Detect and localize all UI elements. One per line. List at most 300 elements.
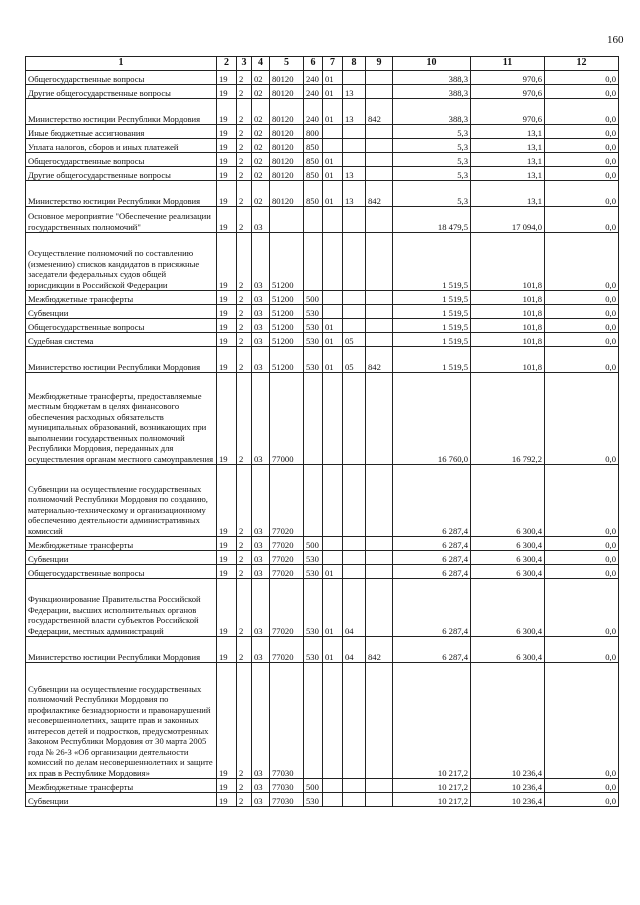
row-cell-col-7 xyxy=(323,139,343,153)
row-cell-col-4: 03 xyxy=(252,637,270,663)
row-cell-col-9 xyxy=(366,71,393,85)
row-cell-col-12: 0,0 xyxy=(545,139,619,153)
row-cell-col-12: 0,0 xyxy=(545,85,619,99)
row-cell-col-3: 2 xyxy=(237,139,252,153)
row-cell-col-2: 19 xyxy=(217,347,237,373)
table-row xyxy=(26,565,619,579)
row-cell-col-4: 02 xyxy=(252,71,270,85)
row-cell-col-6: 530 xyxy=(304,565,323,579)
row-cell-col-6: 240 xyxy=(304,99,323,125)
row-cell-col-5: 51200 xyxy=(270,333,304,347)
table-row xyxy=(26,125,619,139)
row-cell-col-9 xyxy=(366,779,393,793)
row-cell-col-9 xyxy=(366,167,393,181)
row-cell-col-10: 6 287,4 xyxy=(393,565,471,579)
table-row xyxy=(26,181,619,207)
table-row xyxy=(26,793,619,807)
row-cell-col-4: 03 xyxy=(252,373,270,465)
row-cell-col-3: 2 xyxy=(237,181,252,207)
row-cell-col-10: 5,3 xyxy=(393,167,471,181)
row-cell-col-11: 6 300,4 xyxy=(471,565,545,579)
row-cell-col-12: 0,0 xyxy=(545,233,619,291)
row-cell-col-3: 2 xyxy=(237,305,252,319)
row-cell-col-6 xyxy=(304,663,323,779)
row-cell-col-2: 19 xyxy=(217,565,237,579)
column-header-10: 10 xyxy=(393,57,471,71)
row-cell-col-3: 2 xyxy=(237,207,252,233)
row-cell-col-11: 6 300,4 xyxy=(471,637,545,663)
row-cell-col-12: 0,0 xyxy=(545,125,619,139)
column-header-11: 11 xyxy=(471,57,545,71)
row-cell-col-5: 77020 xyxy=(270,465,304,537)
row-cell-col-12: 0,0 xyxy=(545,565,619,579)
row-cell-col-8 xyxy=(343,537,366,551)
table-row xyxy=(26,305,619,319)
row-cell-col-3: 2 xyxy=(237,233,252,291)
row-cell-col-9 xyxy=(366,85,393,99)
row-cell-col-5: 80120 xyxy=(270,139,304,153)
row-cell-col-10: 18 479,5 xyxy=(393,207,471,233)
row-name-cell: Межбюджетные трансферты xyxy=(26,779,217,793)
row-cell-col-6: 240 xyxy=(304,71,323,85)
row-cell-col-2: 19 xyxy=(217,373,237,465)
row-cell-col-11: 10 236,4 xyxy=(471,663,545,779)
row-cell-col-12: 0,0 xyxy=(545,153,619,167)
row-cell-col-8 xyxy=(343,319,366,333)
row-name-cell: Межбюджетные трансферты xyxy=(26,291,217,305)
row-cell-col-8: 04 xyxy=(343,637,366,663)
row-cell-col-9 xyxy=(366,793,393,807)
row-cell-col-4: 03 xyxy=(252,663,270,779)
row-cell-col-10: 6 287,4 xyxy=(393,637,471,663)
row-cell-col-2: 19 xyxy=(217,291,237,305)
row-cell-col-12: 0,0 xyxy=(545,373,619,465)
table-row xyxy=(26,373,619,465)
row-cell-col-11: 101,8 xyxy=(471,305,545,319)
row-name-cell: Субвенции xyxy=(26,551,217,565)
row-cell-col-7 xyxy=(323,551,343,565)
row-cell-col-11: 13,1 xyxy=(471,139,545,153)
table-row xyxy=(26,663,619,779)
row-cell-col-7: 01 xyxy=(323,85,343,99)
row-cell-col-7: 01 xyxy=(323,99,343,125)
row-name-cell: Межбюджетные трансферты xyxy=(26,537,217,551)
row-cell-col-9 xyxy=(366,333,393,347)
row-cell-col-4: 02 xyxy=(252,153,270,167)
row-cell-col-8 xyxy=(343,663,366,779)
row-cell-col-10: 1 519,5 xyxy=(393,305,471,319)
table-row xyxy=(26,85,619,99)
row-cell-col-10: 388,3 xyxy=(393,99,471,125)
row-cell-col-2: 19 xyxy=(217,551,237,565)
row-cell-col-4: 03 xyxy=(252,793,270,807)
row-cell-col-10: 10 217,2 xyxy=(393,663,471,779)
table-body xyxy=(26,71,619,807)
row-cell-col-12: 0,0 xyxy=(545,319,619,333)
row-cell-col-4: 03 xyxy=(252,551,270,565)
row-name-cell: Иные бюджетные ассигнования xyxy=(26,125,217,139)
row-cell-col-10: 5,3 xyxy=(393,125,471,139)
row-cell-col-11: 970,6 xyxy=(471,99,545,125)
row-cell-col-8 xyxy=(343,793,366,807)
row-cell-col-11: 10 236,4 xyxy=(471,793,545,807)
row-cell-col-2: 19 xyxy=(217,139,237,153)
table-row xyxy=(26,207,619,233)
row-cell-col-5: 51200 xyxy=(270,305,304,319)
row-cell-col-5: 77030 xyxy=(270,663,304,779)
row-name-cell: Межбюджетные трансферты, предоставляемые местным бюджетам в целях финансового обеспечения расходных обязательств муниципальных образований, возникающих при выполнении государственных полномочий Республики Мордовия, переданных для осуществления органам местного самоуправления xyxy=(26,373,217,465)
row-cell-col-7 xyxy=(323,537,343,551)
row-cell-col-12: 0,0 xyxy=(545,305,619,319)
row-cell-col-7 xyxy=(323,207,343,233)
row-cell-col-3: 2 xyxy=(237,291,252,305)
row-name-cell: Функционирование Правительства Российской Федерации, высших исполнительных органов государственной власти субъектов Российской Федерации, местных администраций xyxy=(26,579,217,637)
row-cell-col-10: 16 760,0 xyxy=(393,373,471,465)
row-cell-col-9: 842 xyxy=(366,347,393,373)
row-cell-col-10: 1 519,5 xyxy=(393,233,471,291)
row-cell-col-2: 19 xyxy=(217,125,237,139)
row-name-cell: Субвенции xyxy=(26,305,217,319)
row-cell-col-2: 19 xyxy=(217,153,237,167)
column-header-4: 4 xyxy=(252,57,270,71)
row-cell-col-6 xyxy=(304,207,323,233)
column-header-1: 1 xyxy=(26,57,217,71)
row-name-cell: Министерство юстиции Республики Мордовия xyxy=(26,637,217,663)
row-cell-col-6: 530 xyxy=(304,333,323,347)
row-name-cell: Другие общегосударственные вопросы xyxy=(26,167,217,181)
column-header-3: 3 xyxy=(237,57,252,71)
row-cell-col-2: 19 xyxy=(217,181,237,207)
row-cell-col-2: 19 xyxy=(217,793,237,807)
row-cell-col-10: 1 519,5 xyxy=(393,291,471,305)
row-cell-col-5: 51200 xyxy=(270,233,304,291)
row-cell-col-11: 970,6 xyxy=(471,71,545,85)
row-cell-col-4: 03 xyxy=(252,465,270,537)
table-row xyxy=(26,779,619,793)
row-cell-col-3: 2 xyxy=(237,551,252,565)
row-cell-col-5: 77030 xyxy=(270,779,304,793)
row-cell-col-9: 842 xyxy=(366,637,393,663)
row-cell-col-11: 101,8 xyxy=(471,319,545,333)
row-name-cell: Субвенции на осуществление государственных полномочий Республики Мордовия по профилактике безнадзорности и правонарушений несовершеннолетних, защите прав и законных интересов детей и подростков, предусмотренных Законом Республики Мордовия от 30 марта 2005 года № 26-З «Об организации деятельности комиссий по делам несовершеннолетних и защите их прав в Республике Мордовия» xyxy=(26,663,217,779)
row-cell-col-7: 01 xyxy=(323,71,343,85)
row-name-cell: Министерство юстиции Республики Мордовия xyxy=(26,181,217,207)
row-cell-col-11: 101,8 xyxy=(471,347,545,373)
row-cell-col-9 xyxy=(366,153,393,167)
row-cell-col-11: 16 792,2 xyxy=(471,373,545,465)
row-cell-col-4: 03 xyxy=(252,207,270,233)
row-cell-col-9: 842 xyxy=(366,181,393,207)
row-cell-col-5: 77020 xyxy=(270,637,304,663)
row-cell-col-3: 2 xyxy=(237,537,252,551)
row-cell-col-5: 51200 xyxy=(270,347,304,373)
column-header-7: 7 xyxy=(323,57,343,71)
row-cell-col-7 xyxy=(323,779,343,793)
row-cell-col-11: 101,8 xyxy=(471,233,545,291)
row-cell-col-10: 6 287,4 xyxy=(393,579,471,637)
row-cell-col-4: 02 xyxy=(252,181,270,207)
row-cell-col-5: 51200 xyxy=(270,319,304,333)
row-cell-col-6 xyxy=(304,233,323,291)
row-cell-col-10: 6 287,4 xyxy=(393,551,471,565)
row-cell-col-9 xyxy=(366,319,393,333)
row-cell-col-8 xyxy=(343,373,366,465)
row-cell-col-9 xyxy=(366,663,393,779)
row-cell-col-3: 2 xyxy=(237,465,252,537)
row-cell-col-3: 2 xyxy=(237,579,252,637)
row-cell-col-7 xyxy=(323,291,343,305)
row-cell-col-11: 101,8 xyxy=(471,333,545,347)
row-cell-col-8: 13 xyxy=(343,167,366,181)
row-cell-col-10: 388,3 xyxy=(393,85,471,99)
row-cell-col-10: 1 519,5 xyxy=(393,347,471,373)
row-cell-col-9 xyxy=(366,579,393,637)
table-row xyxy=(26,579,619,637)
row-cell-col-8 xyxy=(343,207,366,233)
column-header-12: 12 xyxy=(545,57,619,71)
table-row xyxy=(26,139,619,153)
row-cell-col-10: 388,3 xyxy=(393,71,471,85)
row-cell-col-6: 850 xyxy=(304,167,323,181)
row-cell-col-2: 19 xyxy=(217,85,237,99)
row-cell-col-12: 0,0 xyxy=(545,465,619,537)
table-row xyxy=(26,291,619,305)
table-row xyxy=(26,319,619,333)
row-cell-col-7 xyxy=(323,233,343,291)
table-row xyxy=(26,99,619,125)
row-cell-col-7 xyxy=(323,373,343,465)
row-cell-col-2: 19 xyxy=(217,333,237,347)
row-cell-col-8 xyxy=(343,305,366,319)
row-cell-col-5: 77020 xyxy=(270,551,304,565)
row-cell-col-9 xyxy=(366,373,393,465)
row-cell-col-12: 0,0 xyxy=(545,637,619,663)
row-name-cell: Общегосударственные вопросы xyxy=(26,71,217,85)
row-cell-col-10: 10 217,2 xyxy=(393,793,471,807)
row-cell-col-3: 2 xyxy=(237,793,252,807)
row-cell-col-8 xyxy=(343,465,366,537)
row-cell-col-9 xyxy=(366,465,393,537)
row-name-cell: Уплата налогов, сборов и иных платежей xyxy=(26,139,217,153)
row-cell-col-2: 19 xyxy=(217,71,237,85)
row-name-cell: Другие общегосударственные вопросы xyxy=(26,85,217,99)
row-cell-col-12: 0,0 xyxy=(545,347,619,373)
row-cell-col-8 xyxy=(343,139,366,153)
row-cell-col-6: 530 xyxy=(304,579,323,637)
row-cell-col-8 xyxy=(343,153,366,167)
row-cell-col-6: 530 xyxy=(304,319,323,333)
row-cell-col-5: 77030 xyxy=(270,793,304,807)
row-cell-col-4: 03 xyxy=(252,537,270,551)
row-name-cell: Общегосударственные вопросы xyxy=(26,153,217,167)
row-cell-col-2: 19 xyxy=(217,233,237,291)
row-cell-col-5: 80120 xyxy=(270,167,304,181)
row-cell-col-12: 0,0 xyxy=(545,537,619,551)
column-header-8: 8 xyxy=(343,57,366,71)
row-cell-col-3: 2 xyxy=(237,99,252,125)
row-cell-col-7: 01 xyxy=(323,181,343,207)
row-cell-col-4: 03 xyxy=(252,233,270,291)
row-cell-col-10: 5,3 xyxy=(393,139,471,153)
row-cell-col-7: 01 xyxy=(323,167,343,181)
row-cell-col-5: 80120 xyxy=(270,71,304,85)
row-cell-col-9 xyxy=(366,305,393,319)
row-cell-col-2: 19 xyxy=(217,663,237,779)
table-header-row xyxy=(26,57,619,71)
row-name-cell: Общегосударственные вопросы xyxy=(26,565,217,579)
row-cell-col-10: 6 287,4 xyxy=(393,537,471,551)
row-cell-col-7: 01 xyxy=(323,333,343,347)
row-cell-col-7: 01 xyxy=(323,153,343,167)
table-row xyxy=(26,537,619,551)
row-cell-col-5: 51200 xyxy=(270,291,304,305)
row-cell-col-9 xyxy=(366,207,393,233)
row-cell-col-11: 6 300,4 xyxy=(471,465,545,537)
row-cell-col-8 xyxy=(343,125,366,139)
row-cell-col-3: 2 xyxy=(237,85,252,99)
row-cell-col-5: 77020 xyxy=(270,579,304,637)
row-cell-col-3: 2 xyxy=(237,153,252,167)
row-cell-col-6: 850 xyxy=(304,181,323,207)
table-row xyxy=(26,637,619,663)
row-name-cell: Субвенции на осуществление государственных полномочий Республики Мордовия по созданию, материально-техническому и организационному обеспечению деятельности административных комиссий xyxy=(26,465,217,537)
row-cell-col-9 xyxy=(366,125,393,139)
row-cell-col-8: 13 xyxy=(343,181,366,207)
row-cell-col-5: 80120 xyxy=(270,99,304,125)
row-cell-col-2: 19 xyxy=(217,167,237,181)
row-cell-col-9 xyxy=(366,551,393,565)
row-cell-col-9 xyxy=(366,537,393,551)
row-cell-col-6 xyxy=(304,373,323,465)
row-cell-col-8 xyxy=(343,551,366,565)
row-cell-col-10: 6 287,4 xyxy=(393,465,471,537)
row-cell-col-2: 19 xyxy=(217,319,237,333)
row-cell-col-3: 2 xyxy=(237,663,252,779)
row-cell-col-8 xyxy=(343,291,366,305)
row-cell-col-8: 13 xyxy=(343,85,366,99)
row-name-cell: Субвенции xyxy=(26,793,217,807)
row-cell-col-8: 13 xyxy=(343,99,366,125)
row-cell-col-12: 0,0 xyxy=(545,99,619,125)
row-cell-col-10: 1 519,5 xyxy=(393,333,471,347)
row-cell-col-11: 970,6 xyxy=(471,85,545,99)
row-cell-col-5: 80120 xyxy=(270,125,304,139)
row-cell-col-7: 01 xyxy=(323,579,343,637)
row-cell-col-4: 02 xyxy=(252,167,270,181)
row-cell-col-8: 05 xyxy=(343,333,366,347)
row-cell-col-12: 0,0 xyxy=(545,167,619,181)
row-cell-col-4: 03 xyxy=(252,291,270,305)
row-cell-col-12: 0,0 xyxy=(545,291,619,305)
row-cell-col-5: 77020 xyxy=(270,565,304,579)
row-cell-col-2: 19 xyxy=(217,579,237,637)
row-cell-col-11: 6 300,4 xyxy=(471,551,545,565)
row-cell-col-8 xyxy=(343,71,366,85)
row-name-cell: Осуществление полномочий по составлению (изменению) списков кандидатов в присяжные заседатели федеральных судов общей юрисдикции в Российской Федерации xyxy=(26,233,217,291)
row-cell-col-9: 842 xyxy=(366,99,393,125)
row-cell-col-4: 03 xyxy=(252,305,270,319)
row-cell-col-9 xyxy=(366,233,393,291)
row-cell-col-2: 19 xyxy=(217,537,237,551)
row-cell-col-2: 19 xyxy=(217,207,237,233)
table-row xyxy=(26,333,619,347)
row-cell-col-10: 5,3 xyxy=(393,153,471,167)
table-row xyxy=(26,347,619,373)
row-cell-col-7: 01 xyxy=(323,347,343,373)
row-cell-col-8: 04 xyxy=(343,579,366,637)
row-cell-col-3: 2 xyxy=(237,347,252,373)
column-header-6: 6 xyxy=(304,57,323,71)
row-cell-col-11: 6 300,4 xyxy=(471,537,545,551)
row-cell-col-7: 01 xyxy=(323,637,343,663)
row-cell-col-12: 0,0 xyxy=(545,793,619,807)
table-row xyxy=(26,233,619,291)
table-row xyxy=(26,153,619,167)
row-cell-col-6: 530 xyxy=(304,793,323,807)
row-cell-col-12: 0,0 xyxy=(545,207,619,233)
row-cell-col-7 xyxy=(323,125,343,139)
row-cell-col-11: 10 236,4 xyxy=(471,779,545,793)
row-cell-col-7 xyxy=(323,663,343,779)
row-cell-col-4: 03 xyxy=(252,347,270,373)
row-cell-col-3: 2 xyxy=(237,319,252,333)
row-cell-col-4: 02 xyxy=(252,99,270,125)
page-number: 160 xyxy=(607,34,624,46)
row-cell-col-7 xyxy=(323,465,343,537)
row-cell-col-4: 03 xyxy=(252,565,270,579)
row-cell-col-6: 850 xyxy=(304,139,323,153)
row-cell-col-3: 2 xyxy=(237,637,252,663)
row-cell-col-11: 13,1 xyxy=(471,153,545,167)
row-cell-col-3: 2 xyxy=(237,333,252,347)
row-cell-col-9 xyxy=(366,139,393,153)
row-cell-col-5: 80120 xyxy=(270,85,304,99)
row-cell-col-3: 2 xyxy=(237,565,252,579)
row-cell-col-3: 2 xyxy=(237,125,252,139)
row-cell-col-7: 01 xyxy=(323,319,343,333)
row-cell-col-8 xyxy=(343,565,366,579)
row-cell-col-6: 530 xyxy=(304,637,323,663)
row-cell-col-12: 0,0 xyxy=(545,71,619,85)
row-cell-col-6: 500 xyxy=(304,291,323,305)
row-cell-col-2: 19 xyxy=(217,465,237,537)
table-row xyxy=(26,167,619,181)
row-cell-col-9 xyxy=(366,291,393,305)
row-cell-col-11: 101,8 xyxy=(471,291,545,305)
row-cell-col-3: 2 xyxy=(237,373,252,465)
table-row xyxy=(26,551,619,565)
row-cell-col-2: 19 xyxy=(217,779,237,793)
row-cell-col-3: 2 xyxy=(237,167,252,181)
budget-table xyxy=(25,56,619,807)
row-cell-col-8: 05 xyxy=(343,347,366,373)
row-name-cell: Судебная система xyxy=(26,333,217,347)
row-cell-col-11: 13,1 xyxy=(471,167,545,181)
row-cell-col-12: 0,0 xyxy=(545,663,619,779)
row-cell-col-3: 2 xyxy=(237,779,252,793)
table-row xyxy=(26,71,619,85)
row-cell-col-4: 02 xyxy=(252,139,270,153)
row-cell-col-4: 03 xyxy=(252,333,270,347)
row-cell-col-10: 10 217,2 xyxy=(393,779,471,793)
column-header-2: 2 xyxy=(217,57,237,71)
row-cell-col-6: 500 xyxy=(304,779,323,793)
row-name-cell: Основное мероприятие "Обеспечение реализации государственных полномочий" xyxy=(26,207,217,233)
row-name-cell: Общегосударственные вопросы xyxy=(26,319,217,333)
row-cell-col-5 xyxy=(270,207,304,233)
row-cell-col-7: 01 xyxy=(323,565,343,579)
row-cell-col-6: 240 xyxy=(304,85,323,99)
